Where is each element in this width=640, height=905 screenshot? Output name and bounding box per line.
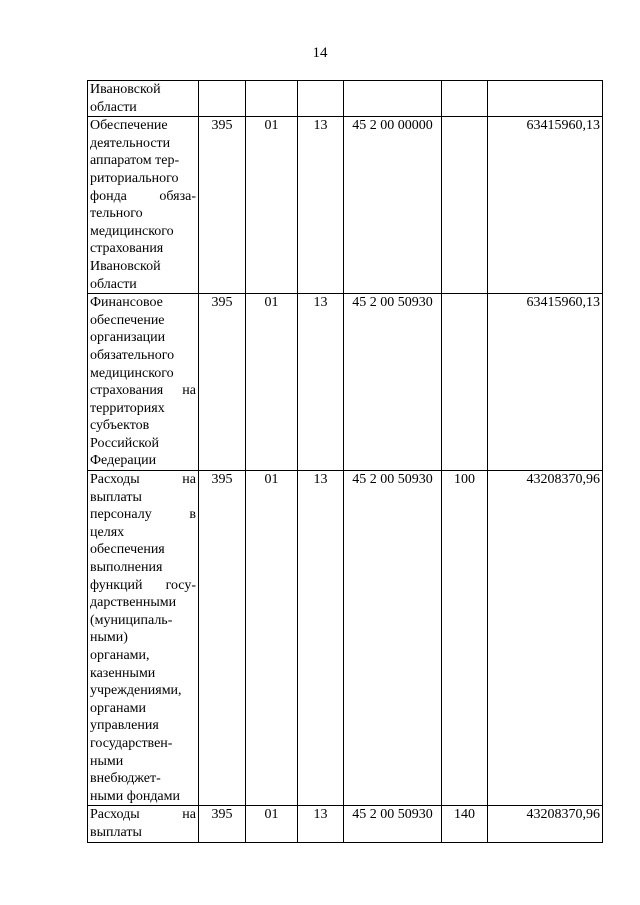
cell-code: 395 bbox=[199, 471, 246, 806]
cell-code: 395 bbox=[199, 117, 246, 294]
name-line: органами bbox=[90, 700, 147, 716]
name-line: деятельности bbox=[90, 135, 171, 151]
cell-sum: 63415960,13 bbox=[488, 117, 603, 294]
name-line: аппаратом тер- bbox=[90, 153, 180, 169]
name-line: территориях bbox=[90, 400, 165, 416]
name-line: Российской bbox=[90, 435, 159, 451]
name-line: государствен- bbox=[90, 735, 173, 751]
cell-sum: 43208370,96 bbox=[488, 471, 603, 806]
cell-target-article: 45 2 00 50930 bbox=[344, 806, 442, 842]
name-line: медицинского bbox=[90, 223, 174, 239]
cell-code: 395 bbox=[199, 294, 246, 471]
name-line: риториального bbox=[90, 170, 179, 186]
name-line: Ивановской bbox=[90, 258, 161, 274]
name-line: (муниципаль- bbox=[90, 612, 173, 628]
name-line: субъектов bbox=[90, 418, 150, 434]
name-line: Финансовое bbox=[90, 295, 163, 311]
cell-code bbox=[199, 81, 246, 117]
cell-sum bbox=[488, 81, 603, 117]
name-line: ными фондами bbox=[90, 788, 181, 804]
cell-expense-type bbox=[442, 117, 488, 294]
name-line bbox=[90, 471, 196, 489]
table-row bbox=[88, 117, 603, 294]
row-name bbox=[88, 294, 199, 471]
name-line bbox=[90, 577, 196, 595]
name-line: медицинского bbox=[90, 365, 174, 381]
name-line bbox=[90, 188, 196, 206]
name-line: Ивановской bbox=[90, 82, 161, 97]
table-row bbox=[88, 471, 603, 806]
name-word: Расходы bbox=[90, 472, 140, 488]
name-line: внебюджет- bbox=[90, 771, 161, 787]
name-word: персоналу bbox=[90, 507, 152, 523]
cell-subsection bbox=[298, 81, 344, 117]
cell-section: 01 bbox=[246, 471, 298, 806]
table-body bbox=[88, 81, 603, 843]
name-line: выполнения bbox=[90, 560, 163, 576]
row-name bbox=[88, 806, 199, 842]
budget-table bbox=[87, 80, 603, 843]
name-line bbox=[90, 806, 196, 824]
cell-sum: 43208370,96 bbox=[488, 806, 603, 842]
name-line: обеспечение bbox=[90, 312, 165, 328]
name-line: организации bbox=[90, 330, 166, 346]
cell-subsection: 13 bbox=[298, 117, 344, 294]
table-row bbox=[88, 294, 603, 471]
name-line: Федерации bbox=[90, 453, 157, 469]
row-name bbox=[88, 81, 199, 117]
cell-target-article: 45 2 00 50930 bbox=[344, 471, 442, 806]
page-number: 14 bbox=[312, 45, 328, 61]
cell-target-article: 45 2 00 50930 bbox=[344, 294, 442, 471]
name-line: управления bbox=[90, 718, 159, 734]
cell-section: 01 bbox=[246, 294, 298, 471]
name-line: области bbox=[90, 276, 137, 292]
name-line bbox=[90, 506, 196, 524]
name-word: Расходы bbox=[90, 807, 140, 823]
row-name bbox=[88, 471, 199, 806]
cell-target-article bbox=[344, 81, 442, 117]
row-name bbox=[88, 117, 199, 294]
cell-code: 395 bbox=[199, 806, 246, 842]
cell-section: 01 bbox=[246, 806, 298, 842]
cell-subsection: 13 bbox=[298, 806, 344, 842]
name-line: целях bbox=[90, 524, 125, 540]
name-line: выплаты bbox=[90, 824, 142, 840]
cell-expense-type: 100 bbox=[442, 471, 488, 806]
cell-section bbox=[246, 81, 298, 117]
name-line: обязательного bbox=[90, 347, 175, 363]
name-line: казенными bbox=[90, 665, 156, 681]
cell-expense-type bbox=[442, 81, 488, 117]
name-line: тельного bbox=[90, 206, 143, 222]
name-line: Обеспечение bbox=[90, 118, 168, 134]
name-line: органами, bbox=[90, 648, 150, 663]
name-word: страхования bbox=[90, 383, 164, 399]
name-line bbox=[90, 382, 196, 400]
cell-expense-type: 140 bbox=[442, 806, 488, 842]
name-line: страхования bbox=[90, 241, 164, 257]
cell-expense-type bbox=[442, 294, 488, 471]
cell-section: 01 bbox=[246, 117, 298, 294]
cell-subsection: 13 bbox=[298, 471, 344, 806]
cell-target-article: 45 2 00 00000 bbox=[344, 117, 442, 294]
name-line: выплаты bbox=[90, 489, 142, 505]
name-line: ными) bbox=[90, 630, 128, 646]
name-word: на bbox=[182, 383, 196, 399]
cell-subsection: 13 bbox=[298, 294, 344, 471]
name-word: на bbox=[182, 807, 196, 823]
table-row bbox=[88, 81, 603, 117]
name-line: области bbox=[90, 99, 137, 115]
name-line: учреждениями, bbox=[90, 683, 182, 699]
name-line: дарственными bbox=[90, 595, 177, 611]
name-word: функций bbox=[90, 577, 143, 593]
name-word: на bbox=[182, 472, 196, 488]
name-line: обеспечения bbox=[90, 542, 165, 558]
name-word: в bbox=[189, 507, 196, 523]
name-word: госу- bbox=[165, 577, 196, 593]
name-line: ными bbox=[90, 753, 124, 769]
cell-sum: 63415960,13 bbox=[488, 294, 603, 471]
table-row bbox=[88, 806, 603, 842]
name-word: обяза- bbox=[159, 188, 196, 204]
name-word: фонда bbox=[90, 188, 127, 204]
